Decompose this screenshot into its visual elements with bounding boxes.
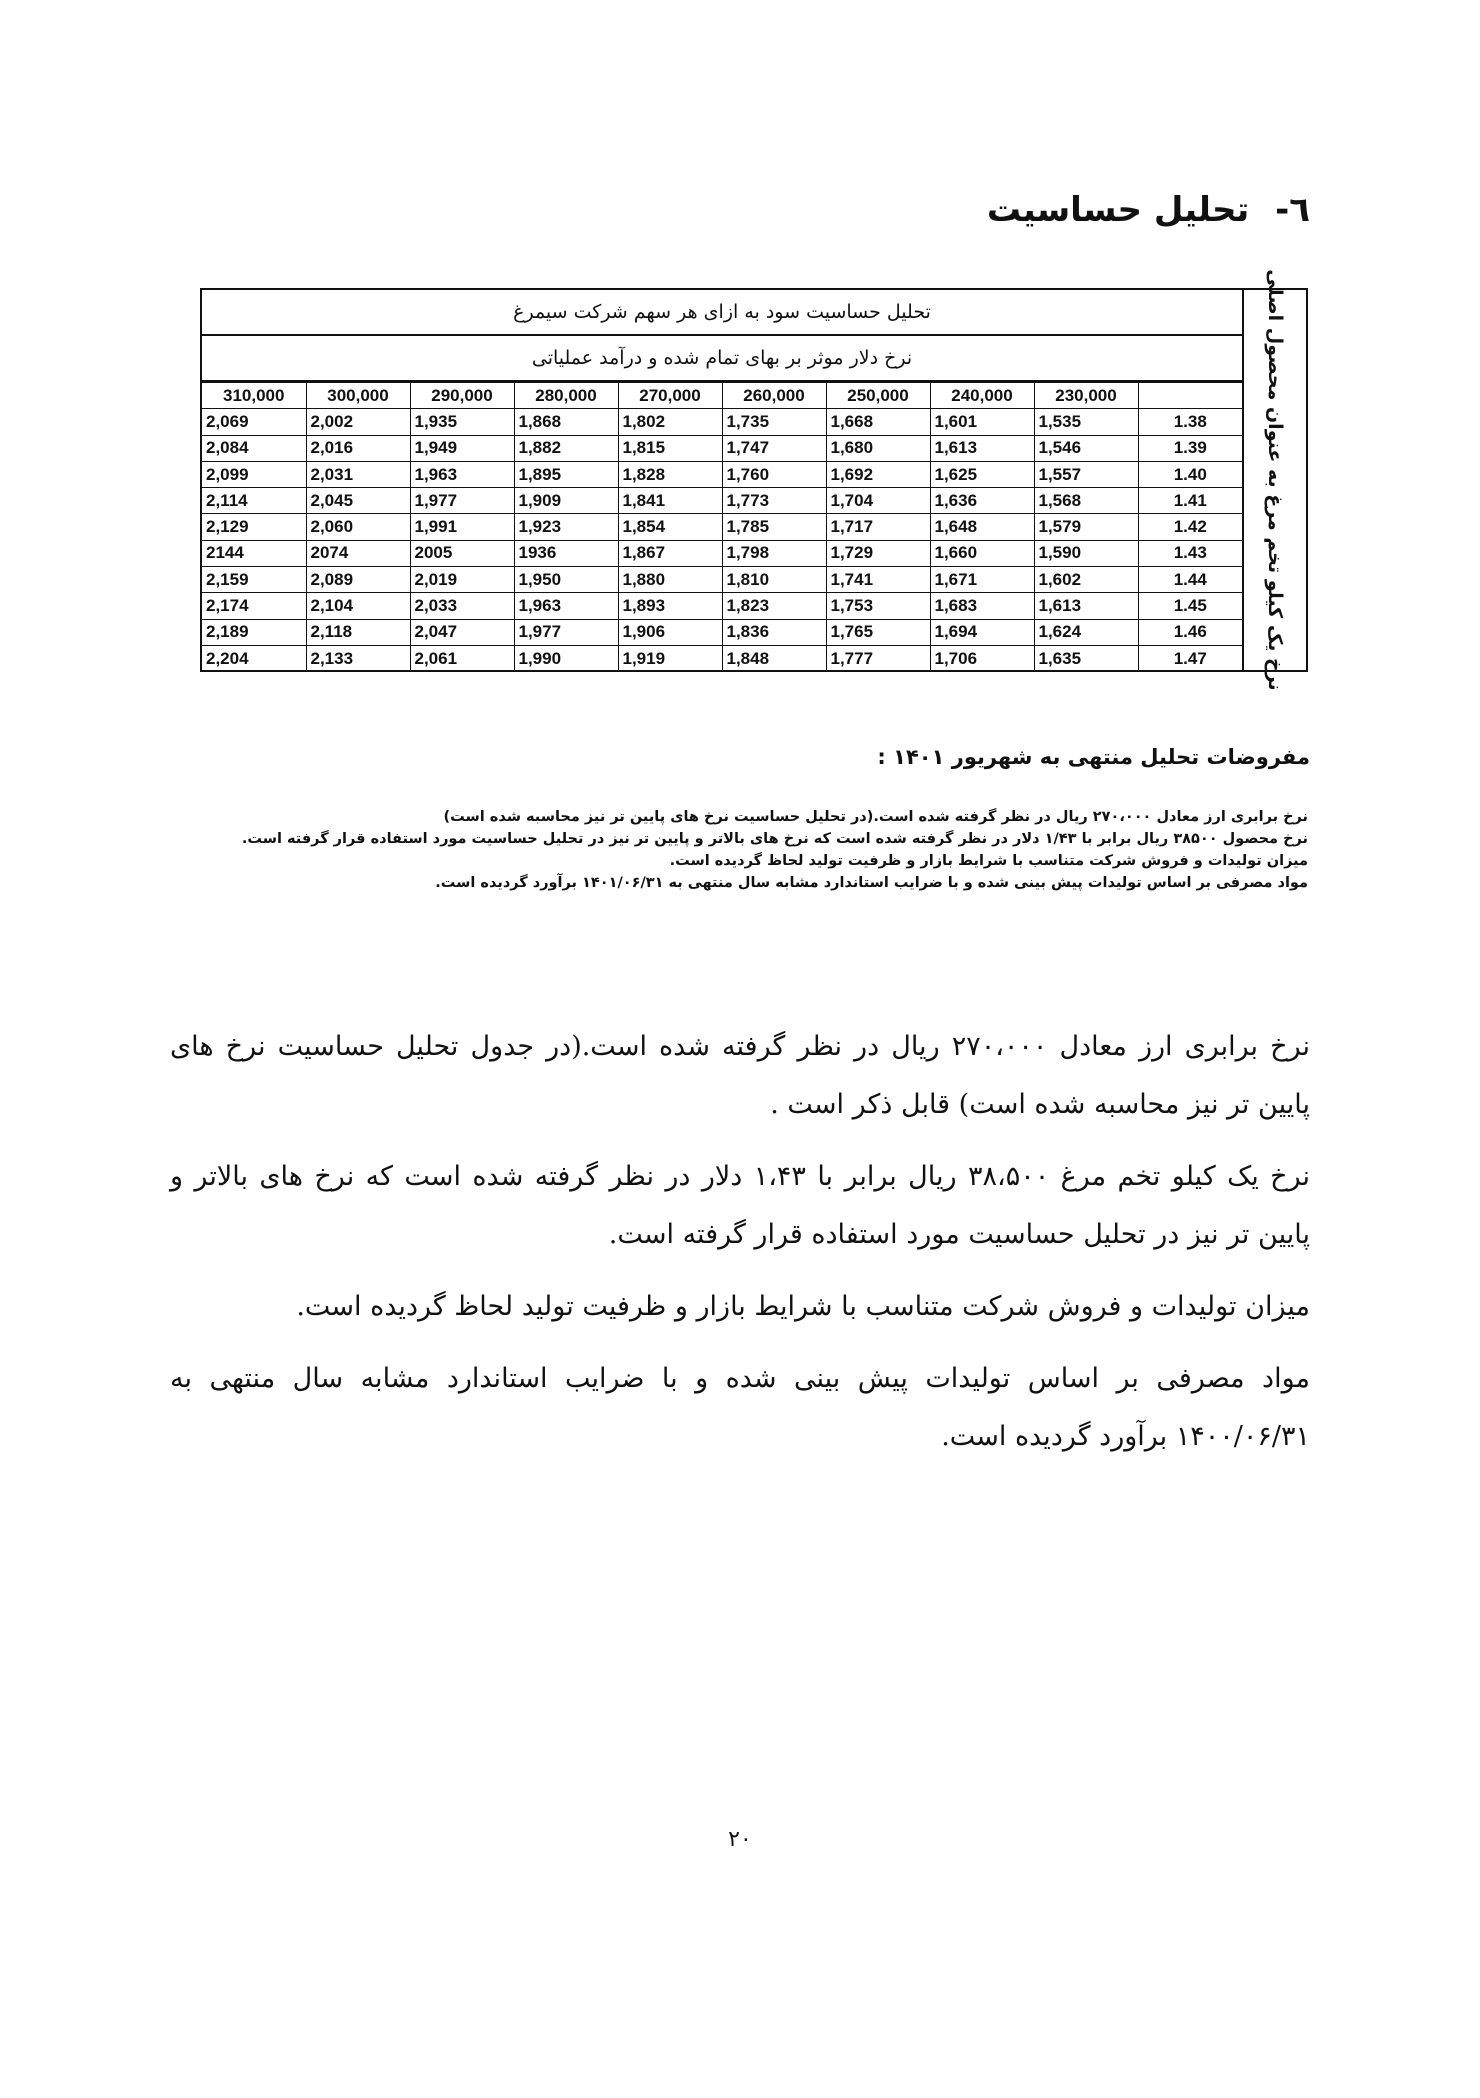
table-cell: 2,045 bbox=[306, 488, 410, 514]
table-cell: 1,802 bbox=[618, 409, 722, 435]
row-header-cell: 1.44 bbox=[1138, 567, 1242, 593]
table-cell: 1,798 bbox=[722, 540, 826, 566]
table-cell: 1,810 bbox=[722, 567, 826, 593]
table-cell: 1,557 bbox=[1034, 461, 1138, 487]
table-cell: 1,579 bbox=[1034, 514, 1138, 540]
row-header-cell: 1.42 bbox=[1138, 514, 1242, 540]
table-cell: 2,129 bbox=[202, 514, 306, 540]
body-paragraph: مواد مصرفی بر اساس تولیدات پیش بینی شده و با ضرایب استاندارد مشابه سال منتهی به ۱۴۰۰/۰۶/۳۱ برآورد گردیده است. bbox=[170, 1363, 1310, 1452]
table-cell: 2,084 bbox=[202, 435, 306, 461]
table-row bbox=[202, 435, 1242, 461]
assumption-line: میزان تولیدات و فروش شرکت متناسب با شرایط بازار و ظرفیت تولید لحاظ گردیده است. bbox=[669, 853, 1308, 869]
table-cell: 1,590 bbox=[1034, 540, 1138, 566]
table-cell: 2,189 bbox=[202, 619, 306, 645]
section-heading bbox=[987, 190, 1310, 230]
column-header: 310,000 bbox=[202, 383, 306, 409]
table-cell: 1,909 bbox=[514, 488, 618, 514]
table-cell: 2,133 bbox=[306, 645, 410, 671]
column-header: 250,000 bbox=[826, 383, 930, 409]
row-header-cell: 1.45 bbox=[1138, 593, 1242, 619]
column-header: 240,000 bbox=[930, 383, 1034, 409]
table-cell: 2,174 bbox=[202, 593, 306, 619]
table-cell: 1,977 bbox=[410, 488, 514, 514]
table-cell: 1,704 bbox=[826, 488, 930, 514]
table-side-label-cell bbox=[1242, 269, 1306, 691]
table-cell: 1,949 bbox=[410, 435, 514, 461]
table-cell: 1,906 bbox=[618, 619, 722, 645]
table-cell: 1,815 bbox=[618, 435, 722, 461]
column-header bbox=[1138, 383, 1242, 409]
table-cell: 1,760 bbox=[722, 461, 826, 487]
row-header-cell: 1.39 bbox=[1138, 435, 1242, 461]
row-header-cell: 1.43 bbox=[1138, 540, 1242, 566]
row-header-cell: 1.41 bbox=[1138, 488, 1242, 514]
column-header: 300,000 bbox=[306, 383, 410, 409]
row-header-cell: 1.38 bbox=[1138, 409, 1242, 435]
table-cell: 2005 bbox=[410, 540, 514, 566]
table-cell: 2,060 bbox=[306, 514, 410, 540]
assumption-line: نرخ محصول ۳۸۵۰۰ ریال برابر با ۱/۴۳ دلار در نظر گرفته شده است که نرخ های بالاتر و پایین تر نیز در تحلیل حساسیت مورد استفاده قرار گرفته است. bbox=[241, 831, 1308, 847]
table-cell: 1,854 bbox=[618, 514, 722, 540]
table-cell: 1,535 bbox=[1034, 409, 1138, 435]
header-row bbox=[202, 383, 1242, 409]
table-cell: 1,546 bbox=[1034, 435, 1138, 461]
table-cell: 1,977 bbox=[514, 619, 618, 645]
table-cell: 1,636 bbox=[930, 488, 1034, 514]
table-cell: 1,613 bbox=[1034, 593, 1138, 619]
table-cell: 1,868 bbox=[514, 409, 618, 435]
table-cell: 1,747 bbox=[722, 435, 826, 461]
table-cell: 1,671 bbox=[930, 567, 1034, 593]
section-number: ٦- bbox=[1275, 190, 1310, 230]
table-cell: 1,765 bbox=[826, 619, 930, 645]
column-header: 270,000 bbox=[618, 383, 722, 409]
table-cell: 1,602 bbox=[1034, 567, 1138, 593]
table-title: تحلیل حساسیت سود به ازای هر سهم شرکت سیمرغ bbox=[202, 290, 1242, 336]
body-paragraph: نرخ برابری ارز معادل ۲۷۰،۰۰۰ ریال در نظر گرفته شده است.(در جدول تحلیل حساسیت نرخ های پایین تر نیز محاسبه شده است) قابل ذکر است . bbox=[170, 1031, 1310, 1120]
table-cell: 1,648 bbox=[930, 514, 1034, 540]
table-cell: 2074 bbox=[306, 540, 410, 566]
table-cell: 2,016 bbox=[306, 435, 410, 461]
table-cell: 1,741 bbox=[826, 567, 930, 593]
row-header-cell: 1.47 bbox=[1138, 645, 1242, 671]
table-side-label: نرخ یک کیلو تخم مرغ به عنوان محصول اصلی bbox=[1264, 269, 1286, 691]
table-cell: 1,950 bbox=[514, 567, 618, 593]
table-cell: 2,047 bbox=[410, 619, 514, 645]
table-cell: 1,963 bbox=[514, 593, 618, 619]
table-cell: 2,204 bbox=[202, 645, 306, 671]
body-paragraph: نرخ یک کیلو تخم مرغ ۳۸،۵۰۰ ریال برابر با ۱،۴۳ دلار در نظر گرفته شده است که نرخ های بالاتر و پایین تر نیز در تحلیل حساسیت مورد استفاده قرار گرفته است. bbox=[170, 1161, 1310, 1250]
column-header: 280,000 bbox=[514, 383, 618, 409]
column-header: 230,000 bbox=[1034, 383, 1138, 409]
table-cell: 1,683 bbox=[930, 593, 1034, 619]
body-paragraph: میزان تولیدات و فروش شرکت متناسب با شرایط بازار و ظرفیت تولید لحاظ گردیده است. bbox=[296, 1291, 1310, 1322]
table-cell: 1,841 bbox=[618, 488, 722, 514]
table-cell: 2,099 bbox=[202, 461, 306, 487]
table-row bbox=[202, 409, 1242, 435]
table-row bbox=[202, 593, 1242, 619]
table-cell: 1,729 bbox=[826, 540, 930, 566]
table-cell: 1,836 bbox=[722, 619, 826, 645]
table-cell: 2,089 bbox=[306, 567, 410, 593]
table-cell: 1,680 bbox=[826, 435, 930, 461]
table-cell: 2,114 bbox=[202, 488, 306, 514]
table-cell: 1,773 bbox=[722, 488, 826, 514]
table-cell: 1,625 bbox=[930, 461, 1034, 487]
table-cell: 2,019 bbox=[410, 567, 514, 593]
column-header: 290,000 bbox=[410, 383, 514, 409]
table-cell: 1,753 bbox=[826, 593, 930, 619]
table-cell: 1,660 bbox=[930, 540, 1034, 566]
table-cell: 1,882 bbox=[514, 435, 618, 461]
table-cell: 2,104 bbox=[306, 593, 410, 619]
table-cell: 1,823 bbox=[722, 593, 826, 619]
table-cell: 1,706 bbox=[930, 645, 1034, 671]
table-cell: 1,568 bbox=[1034, 488, 1138, 514]
table-cell: 1,624 bbox=[1034, 619, 1138, 645]
table-cell: 1,692 bbox=[826, 461, 930, 487]
table-cell: 2,033 bbox=[410, 593, 514, 619]
section-title: تحلیل حساسیت bbox=[986, 190, 1250, 230]
table-cell: 1,601 bbox=[930, 409, 1034, 435]
table-grid bbox=[202, 290, 1242, 670]
table-cell: 2,031 bbox=[306, 461, 410, 487]
table-cell: 1,963 bbox=[410, 461, 514, 487]
table-cell: 1,990 bbox=[514, 645, 618, 671]
sensitivity-table bbox=[200, 269, 1308, 691]
table-subtitle: نرخ دلار موثر بر بهای تمام شده و درآمد عملیاتی bbox=[202, 336, 1242, 382]
table-cell: 1,923 bbox=[514, 514, 618, 540]
table-cell: 2144 bbox=[202, 540, 306, 566]
table-cell: 1,893 bbox=[618, 593, 722, 619]
table-cell: 2,069 bbox=[202, 409, 306, 435]
table-cell: 1,694 bbox=[930, 619, 1034, 645]
table-cell: 2,118 bbox=[306, 619, 410, 645]
table-cell: 1,895 bbox=[514, 461, 618, 487]
table-row bbox=[202, 488, 1242, 514]
page-number: ۲۰ bbox=[728, 1827, 752, 1852]
table-cell: 1,880 bbox=[618, 567, 722, 593]
table-cell: 1,635 bbox=[1034, 645, 1138, 671]
assumptions-title: مفروضات تحلیل منتهی به شهریور ۱۴۰۱ : bbox=[877, 745, 1310, 769]
table-row bbox=[202, 619, 1242, 645]
row-header-cell: 1.46 bbox=[1138, 619, 1242, 645]
table-cell: 1,613 bbox=[930, 435, 1034, 461]
table-row bbox=[202, 645, 1242, 671]
table-row bbox=[202, 567, 1242, 593]
table-cell: 1,991 bbox=[410, 514, 514, 540]
table-cell: 1,717 bbox=[826, 514, 930, 540]
table-cell: 1,668 bbox=[826, 409, 930, 435]
table-rows bbox=[202, 409, 1242, 672]
table-cell: 1,867 bbox=[618, 540, 722, 566]
row-header-cell: 1.40 bbox=[1138, 461, 1242, 487]
table-cell: 2,002 bbox=[306, 409, 410, 435]
table-cell: 1,848 bbox=[722, 645, 826, 671]
table-cell: 1,777 bbox=[826, 645, 930, 671]
assumption-line: نرخ برابری ارز معادل ۲۷۰،۰۰۰ ریال در نظر گرفته شده است.(در تحلیل حساسیت نرخ های پایین تر نیز محاسبه شده است) bbox=[443, 809, 1308, 825]
table-cell: 1,935 bbox=[410, 409, 514, 435]
assumptions-list bbox=[241, 806, 1308, 894]
table-row bbox=[202, 514, 1242, 540]
table-cell: 2,061 bbox=[410, 645, 514, 671]
table-cell: 1936 bbox=[514, 540, 618, 566]
table-cell: 1,828 bbox=[618, 461, 722, 487]
table-body bbox=[202, 382, 1242, 672]
column-header: 260,000 bbox=[722, 383, 826, 409]
assumption-line: مواد مصرفی بر اساس تولیدات پیش بینی شده و با ضرایب استاندارد مشابه سال منتهی به ۱۴۰۱/۰۶/۳۱ برآورد گردیده است. bbox=[435, 875, 1308, 891]
table-cell: 1,735 bbox=[722, 409, 826, 435]
table-cell: 1,919 bbox=[618, 645, 722, 671]
table-cell: 2,159 bbox=[202, 567, 306, 593]
table-cell: 1,785 bbox=[722, 514, 826, 540]
table-row bbox=[202, 461, 1242, 487]
table-row bbox=[202, 540, 1242, 566]
